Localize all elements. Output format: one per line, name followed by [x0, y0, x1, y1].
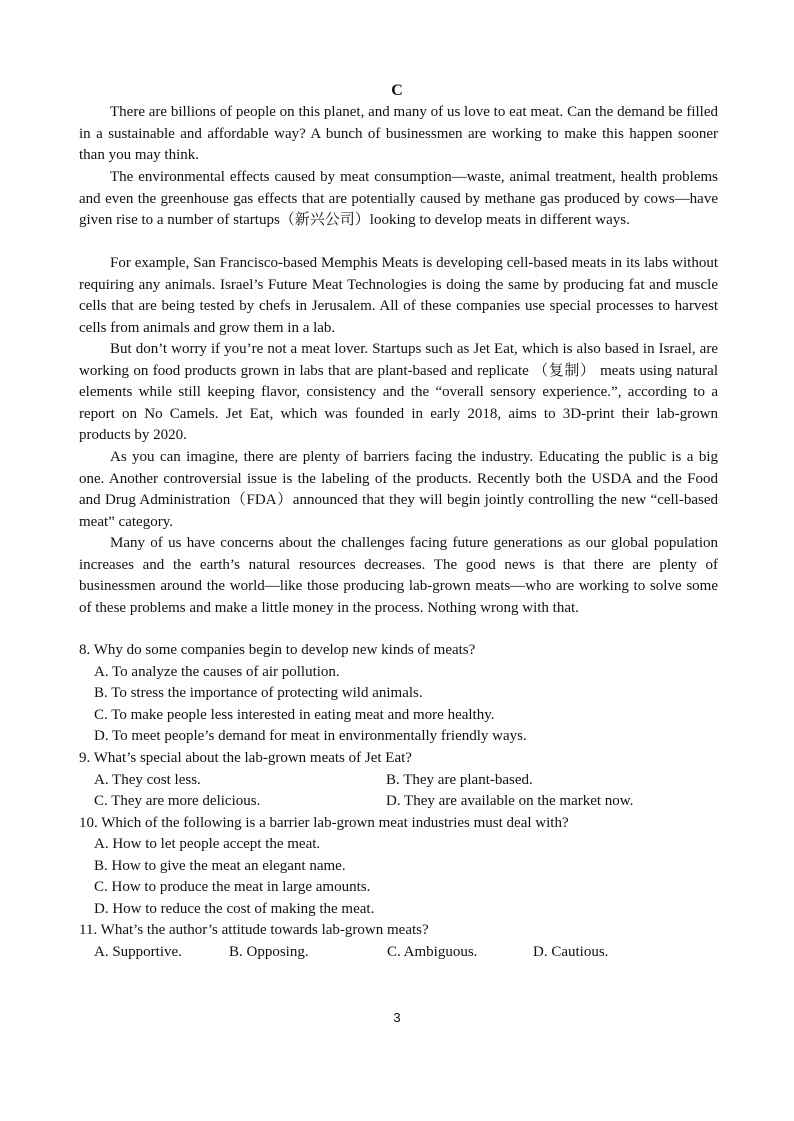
question-8-option-d: D. To meet people’s demand for meat in environmentally friendly ways. [94, 728, 527, 744]
paragraph-6: Many of us have concerns about the challenges facing future generations as our global population increases and the earth’s natural resources decreases. The good news is that there are plenty of businessmen around the world—like those producing lab-grown meats—who are working to solve some of these problems and make a little money in the process. Nothing wrong with that. [79, 535, 718, 616]
paragraph-2: The environmental effects caused by meat consumption—waste, animal treatment, health problems and even the greenhouse gas effects that are potentially caused by methane gas produced by cows—have given rise to a number of startups（新兴公司）looking to develop meats in different ways. [79, 169, 718, 228]
question-9-option-d: D. They are available on the market now. [386, 793, 634, 809]
page-number: 3 [393, 1010, 401, 1025]
question-11-option-c: C. Ambiguous. [387, 944, 478, 960]
question-11-option-d: D. Cautious. [533, 944, 609, 960]
question-11-option-a: A. Supportive. [94, 944, 182, 960]
question-10-option-b: B. How to give the meat an elegant name. [94, 858, 346, 874]
question-8-option-b: B. To stress the importance of protecting wild animals. [94, 685, 423, 701]
question-8-stem: 8. Why do some companies begin to develop new kinds of meats? [79, 642, 476, 658]
paragraph-3: For example, San Francisco-based Memphis Meats is developing cell-based meats in its labs without requiring any animals. Israel’s Future Meat Technologies is doing the same by producing fat and muscle cells that are being tested by chefs in Jerusalem. All of these companies use special processes to harvest cells from animals and grow them in a lab. [79, 255, 718, 336]
question-9-option-b: B. They are plant-based. [386, 772, 533, 788]
question-9-stem: 9. What’s special about the lab-grown meats of Jet Eat? [79, 750, 412, 766]
question-10-option-a: A. How to let people accept the meat. [94, 836, 321, 852]
question-10-option-c: C. How to produce the meat in large amounts. [94, 879, 371, 895]
section-title: C [391, 82, 403, 99]
question-10-option-d: D. How to reduce the cost of making the meat. [94, 901, 375, 917]
question-8-option-a: A. To analyze the causes of air pollution. [94, 664, 340, 680]
paragraph-1: There are billions of people on this planet, and many of us love to eat meat. Can the demand be filled in a sustainable and affordable way? A bunch of businessmen are working to make this happen sooner than you may think. [79, 104, 718, 163]
question-11-stem: 11. What’s the author’s attitude towards lab-grown meats? [79, 922, 429, 938]
paragraph-5: As you can imagine, there are plenty of barriers facing the industry. Educating the public is a big one. Another controversial issue is the labeling of the products. Recently both the USDA and the Food and Drug Administration（FDA）announced that they will begin jointly controlling the new “cell-based meat” category. [79, 449, 718, 530]
question-10-stem: 10. Which of the following is a barrier lab-grown meat industries must deal with? [79, 815, 569, 831]
question-8-option-c: C. To make people less interested in eating meat and more healthy. [94, 707, 495, 723]
question-11-option-b: B. Opposing. [229, 944, 309, 960]
paragraph-4: But don’t worry if you’re not a meat lover. Startups such as Jet Eat, which is also based in Israel, are working on food products grown in labs that are plant-based and replicate （复制） meats using natural elements while still keeping flavor, consistency and the “overall sensory experience.”, according to a report on No Camels. Jet Eat, which was founded in early 2018, aims to 3D-print their lab-grown products by 2020. [79, 341, 718, 443]
question-9-option-c: C. They are more delicious. [94, 793, 261, 809]
question-9-option-a: A. They cost less. [94, 772, 201, 788]
